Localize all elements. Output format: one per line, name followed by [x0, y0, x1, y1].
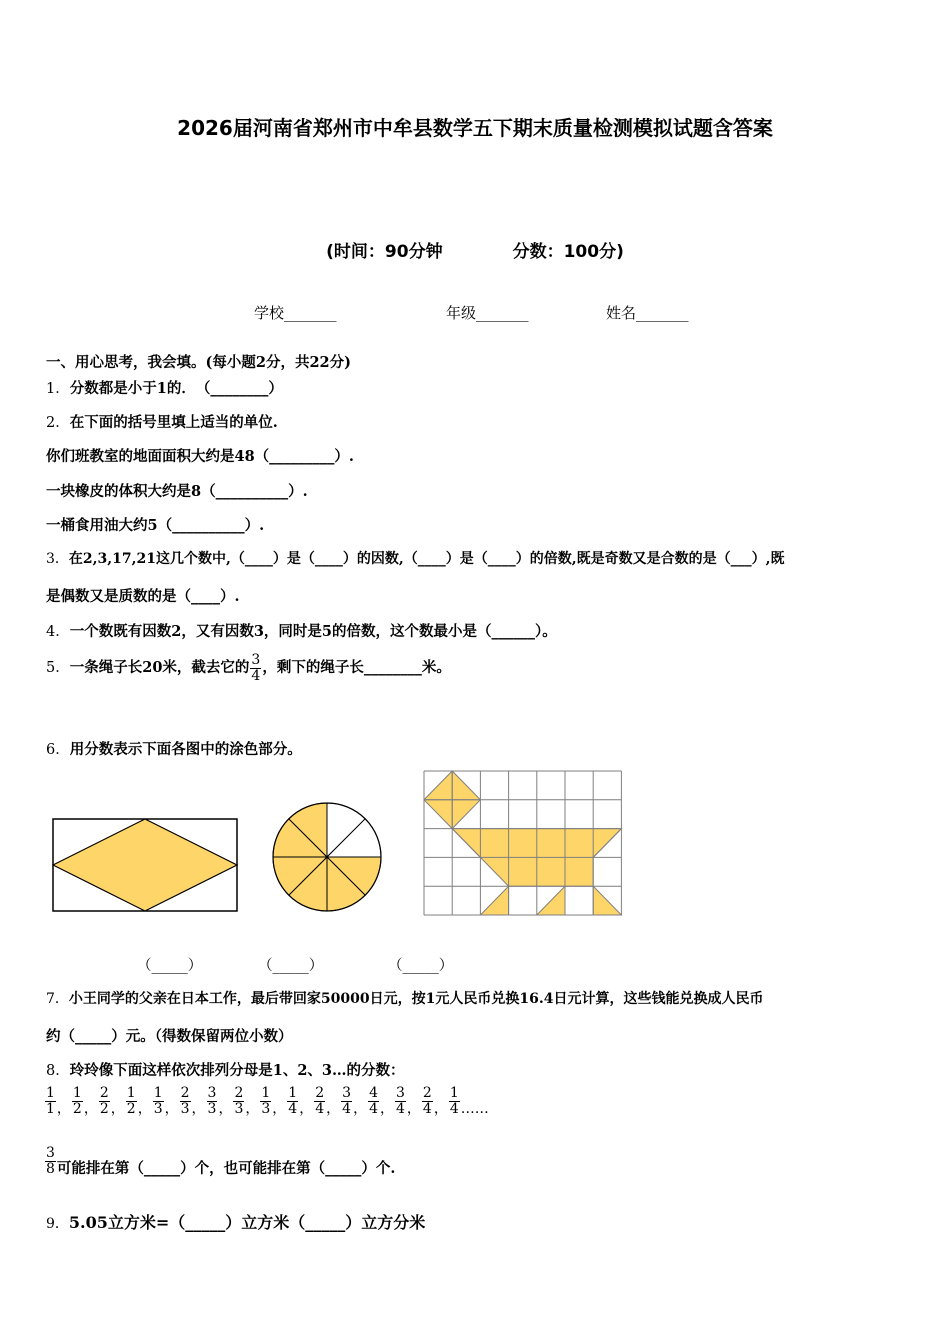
comma: ，: [83, 1101, 98, 1118]
question-2: [46, 411, 278, 432]
numerator: 3: [395, 1085, 405, 1101]
fraction: [45, 1146, 56, 1176]
name-field[interactable]: 姓名_______: [606, 304, 689, 322]
numerator: 2: [180, 1085, 190, 1101]
comma: ，: [137, 1101, 152, 1118]
comma: ，: [326, 1101, 341, 1118]
total-score: 分数：100分): [512, 242, 624, 262]
denominator: 4: [422, 1100, 432, 1117]
question-text-post: ，剩下的绳子长________米。: [262, 659, 451, 677]
denominator: 4: [288, 1100, 298, 1117]
sequence-fraction: [422, 1086, 433, 1116]
fraction: [250, 653, 261, 683]
figure-grid: [423, 770, 623, 916]
numerator: 1: [261, 1085, 271, 1101]
question-number: 8．: [46, 1063, 70, 1079]
numerator: 3: [46, 1145, 55, 1161]
question-8: [46, 1059, 405, 1080]
school-field[interactable]: 学校_______: [254, 304, 337, 322]
question-number: 7．: [46, 991, 69, 1007]
sequence-fraction: [99, 1086, 110, 1116]
exam-info: [0, 237, 950, 262]
numerator: 3: [207, 1085, 217, 1101]
numerator: 1: [46, 1085, 55, 1101]
question-9: [46, 1210, 425, 1233]
question-text: 玲玲像下面这样依次排列分母是1、2、3…的分数：: [69, 1062, 405, 1079]
denominator: 8: [46, 1160, 55, 1177]
comma: ，: [353, 1101, 368, 1118]
denominator: 3: [180, 1100, 190, 1117]
answer-blank-2[interactable]: （_____）: [258, 958, 324, 974]
answer-blank-3[interactable]: （_____）: [388, 958, 454, 974]
comma: ，: [245, 1101, 260, 1118]
numerator: 2: [234, 1085, 244, 1101]
numerator: 3: [251, 652, 261, 668]
sequence-fraction: [395, 1086, 406, 1116]
sequence-fraction: [153, 1086, 164, 1116]
question-number: 9．: [46, 1216, 69, 1232]
question-number: 3．: [46, 551, 69, 567]
question-3-line-2: 是偶数又是质数的是（____）.: [46, 588, 240, 605]
numerator: 1: [72, 1085, 82, 1101]
comma: ，: [379, 1101, 394, 1118]
question-5: [46, 653, 451, 683]
sequence-fraction: [260, 1086, 271, 1116]
time-limit: (时间：90分钟: [326, 242, 443, 262]
question-number: 6．: [46, 742, 70, 758]
grade-field[interactable]: 年级_______: [446, 304, 529, 322]
question-1: [46, 377, 283, 398]
sequence-fraction: [341, 1086, 352, 1116]
numerator: 1: [449, 1085, 459, 1101]
sequence-fraction: [314, 1086, 325, 1116]
numerator: 4: [369, 1085, 378, 1101]
numerator: 1: [153, 1085, 163, 1101]
sequence-fraction: [126, 1086, 137, 1116]
sequence-fraction: [368, 1086, 379, 1116]
question-number: 5．: [46, 660, 70, 677]
document-title: 2026届河南省郑州市中牟县数学五下期末质量检测模拟试题含答案: [177, 116, 773, 140]
denominator: 4: [251, 667, 261, 684]
question-6: [46, 738, 302, 759]
question-4: [46, 620, 557, 641]
figure-circle: [271, 801, 383, 913]
sequence-fraction: [287, 1086, 298, 1116]
question-7: [46, 988, 763, 1008]
shaded-leg: [537, 886, 565, 915]
denominator: 2: [99, 1100, 109, 1117]
sequence-fraction: [72, 1086, 83, 1116]
comma: ，: [110, 1101, 125, 1118]
shaded-leg: [480, 886, 508, 915]
denominator: 3: [153, 1100, 163, 1117]
sequence-fraction: [449, 1086, 460, 1116]
denominator: 3: [234, 1100, 244, 1117]
comma: ，: [191, 1101, 206, 1118]
numerator: 1: [126, 1085, 136, 1101]
question-text: 分数都是小于1的． （________）: [69, 380, 283, 397]
denominator: 4: [369, 1100, 378, 1117]
denominator: 4: [449, 1100, 459, 1117]
numerator: 2: [422, 1085, 432, 1101]
numerator: 2: [315, 1085, 325, 1101]
answer-blank-1[interactable]: （_____）: [137, 958, 203, 974]
denominator: 2: [72, 1100, 82, 1117]
figure-rhombus: [52, 818, 239, 914]
question-8-line-2: [44, 1146, 395, 1178]
denominator: 4: [395, 1100, 405, 1117]
question-text: 用分数表示下面各图中的涂色部分。: [69, 741, 302, 758]
question-number: 1．: [46, 381, 70, 397]
question-text: 5.05立方米=（_____）立方米（_____）立方分米: [68, 1213, 426, 1232]
sequence-fraction: [180, 1086, 191, 1116]
question-number: 2．: [46, 415, 70, 431]
question-2-line-3: 一桶食用油大约5（__________）.: [46, 517, 265, 534]
denominator: 2: [126, 1100, 136, 1117]
sequence-fraction: [45, 1086, 56, 1116]
comma: ，: [164, 1101, 179, 1118]
shaded-leg: [593, 886, 621, 915]
denominator: 4: [315, 1100, 325, 1117]
question-text: 在下面的括号里填上适当的单位.: [69, 414, 278, 431]
question-number: 4．: [46, 624, 70, 640]
comma: ，: [272, 1101, 287, 1118]
fraction-sequence: [44, 1086, 489, 1118]
question-7-line-2: 约（_____）元。（得数保留两位小数）: [46, 1028, 293, 1045]
sequence-fraction: [207, 1086, 218, 1116]
comma: ，: [406, 1101, 421, 1118]
question-2-line-2: 一块橡皮的体积大约是8（__________）.: [46, 483, 308, 500]
numerator: 3: [342, 1085, 352, 1101]
question-text: 在2,3,17,21这几个数中,（____）是（____）的因数,（____）是（____）的倍数,既是奇数又是合数的是（___）,既: [68, 551, 785, 567]
comma: ，: [218, 1101, 233, 1118]
question-2-line-1: 你们班教室的地面面积大约是48（_________）.: [46, 448, 354, 465]
denominator: 3: [207, 1100, 217, 1117]
comma: ，: [299, 1101, 314, 1118]
denominator: 1: [46, 1100, 55, 1117]
question-text: 小王同学的父亲在日本工作，最后带回家50000日元，按1元人民币兑换16.4日元计算，这些钱能兑换成人民币: [68, 991, 764, 1007]
sequence-fraction: [233, 1086, 244, 1116]
question-3: [46, 548, 785, 568]
comma: ，: [56, 1101, 71, 1118]
section-heading: 一、用心思考，我会填。(每小题2分，共22分): [46, 354, 351, 371]
denominator: 3: [261, 1100, 271, 1117]
numerator: 2: [99, 1085, 109, 1101]
numerator: 1: [288, 1085, 298, 1101]
denominator: 4: [342, 1100, 352, 1117]
comma: ，: [433, 1101, 448, 1118]
question-text-pre: 一条绳子长20米，截去它的: [69, 659, 250, 677]
ellipsis: ……: [460, 1101, 489, 1118]
question-text: 一个数既有因数2，又有因数3，同时是5的倍数，这个数最小是（______）。: [69, 623, 557, 640]
question-text: 可能排在第（_____）个，也可能排在第（_____）个.: [56, 1160, 396, 1178]
